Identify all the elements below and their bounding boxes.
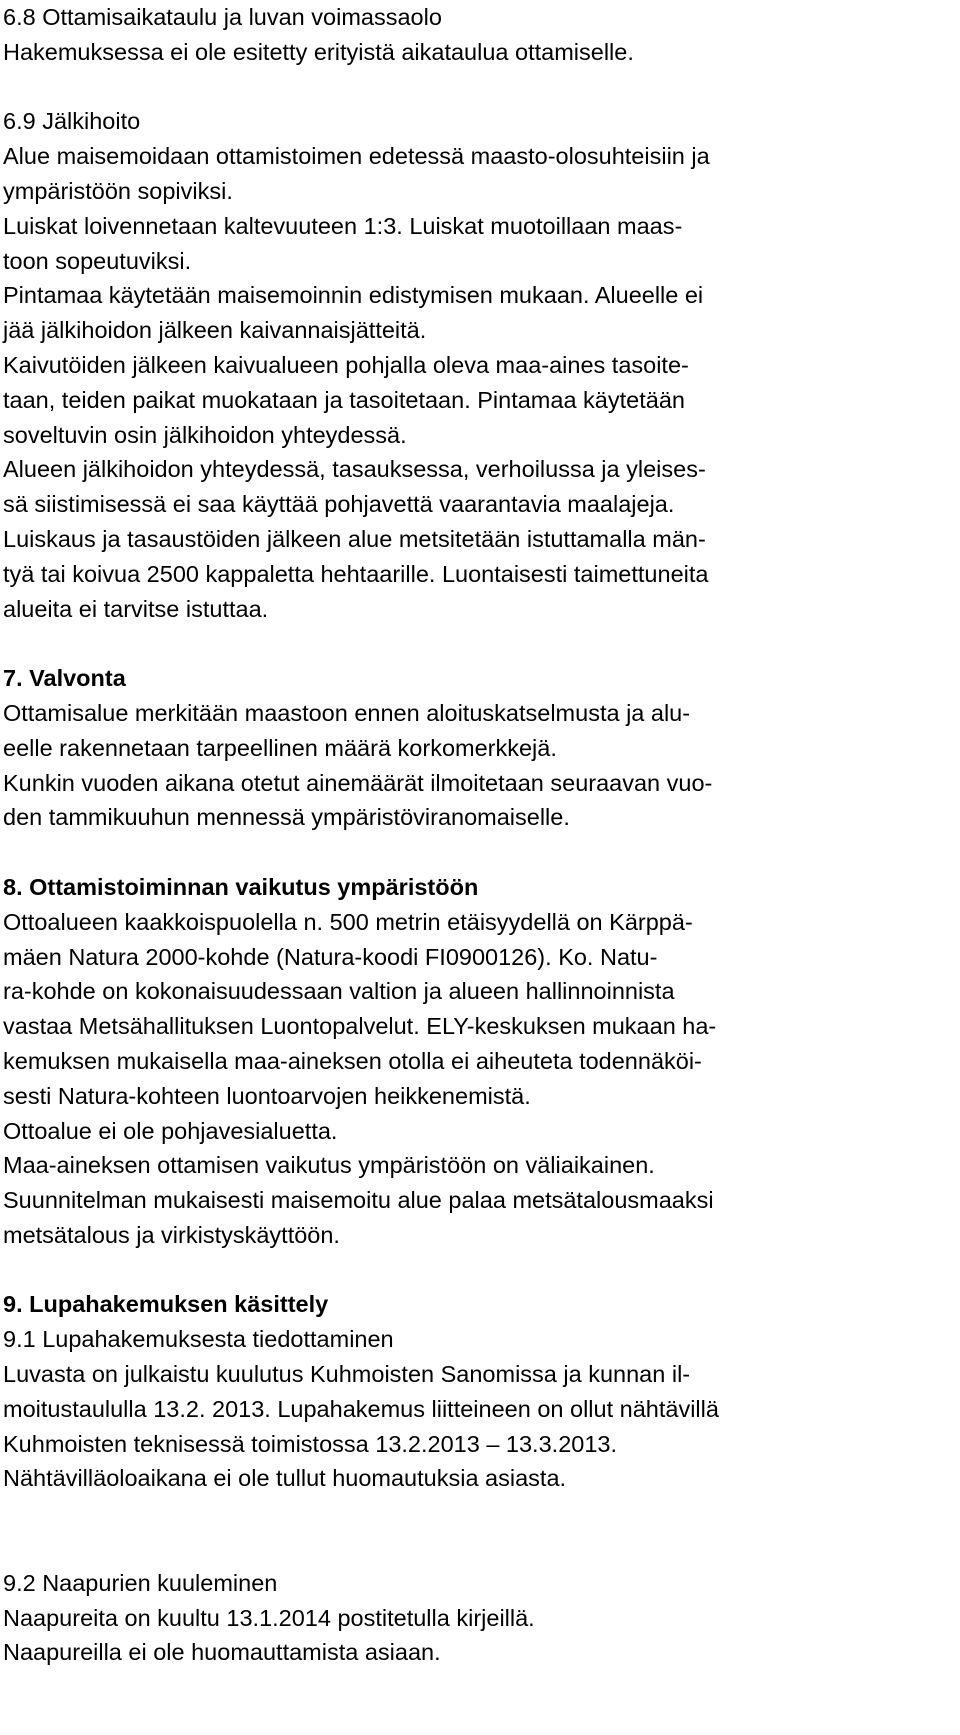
paragraph-line: tyä tai koivua 2500 kappaletta hehtaarille. Luontaisesti taimettuneita xyxy=(3,560,709,587)
paragraph-line: Nähtävilläoloaikana ei ole tullut huomautuksia asiasta. xyxy=(3,1465,567,1492)
section-6-9 xyxy=(3,104,953,626)
section-6-8 xyxy=(3,0,953,70)
paragraph-line: Ottoalue ei ole pohjavesialuetta. xyxy=(3,1117,338,1144)
spacer xyxy=(3,626,953,661)
paragraph-line: vastaa Metsähallituksen Luontopalvelut. ELY-keskuksen mukaan ha- xyxy=(3,1013,717,1040)
paragraph-line: ra-kohde on kokonaisuudessaan valtion ja alueen hallinnoinnista xyxy=(3,978,675,1005)
paragraph-line: Naapureita on kuultu 13.1.2014 postitetulla kirjeillä. xyxy=(3,1604,535,1631)
paragraph-line: taan, teiden paikat muokataan ja tasoitetaan. Pintamaa käytetään xyxy=(3,386,685,413)
paragraph-line: metsätalous ja virkistyskäyttöön. xyxy=(3,1221,340,1248)
section-heading-7: 7. Valvonta xyxy=(3,665,126,692)
paragraph-line: Ottoalueen kaakkoispuolella n. 500 metrin etäisyydellä on Kärppä- xyxy=(3,908,693,935)
section-8 xyxy=(3,870,953,1253)
document-page xyxy=(3,0,953,1670)
spacer xyxy=(3,1253,953,1288)
paragraph-line: Luvasta on julkaistu kuulutus Kuhmoisten Sanomissa ja kunnan il- xyxy=(3,1361,691,1388)
paragraph-line: Naapureilla ei ole huomauttamista asiaan. xyxy=(3,1639,441,1666)
section-9-2 xyxy=(3,1566,953,1670)
paragraph-line: den tammikuuhun mennessä ympäristöviranomaiselle. xyxy=(3,804,570,831)
paragraph-line: mäen Natura 2000-kohde (Natura-koodi FI0900126). Ko. Natu- xyxy=(3,943,658,970)
paragraph-line: Pintamaa käytetään maisemoinnin edistymisen mukaan. Alueelle ei xyxy=(3,282,704,309)
section-heading-9: 9. Lupahakemuksen käsittely xyxy=(3,1291,329,1318)
spacer xyxy=(3,1531,953,1566)
subheading-6-8: 6.8 Ottamisaikataulu ja luvan voimassaolo xyxy=(3,4,442,30)
paragraph-line: soveltuvin osin jälkihoidon yhteydessä. xyxy=(3,421,407,448)
paragraph-line: sesti Natura-kohteen luontoarvojen heikkenemistä. xyxy=(3,1082,531,1109)
spacer xyxy=(3,1496,953,1531)
paragraph-line: Alue maisemoidaan ottamistoimen edetessä maasto-olosuhteisiin ja xyxy=(3,143,710,170)
paragraph-line: Kunkin vuoden aikana otetut ainemäärät ilmoitetaan seuraavan vuo- xyxy=(3,769,713,796)
paragraph-line: Suunnitelman mukaisesti maisemoitu alue palaa metsätalousmaaksi xyxy=(3,1187,714,1214)
paragraph-line: Alueen jälkihoidon yhteydessä, tasauksessa, verhoilussa ja yleises- xyxy=(3,456,706,483)
subheading-6-9: 6.9 Jälkihoito xyxy=(3,108,141,135)
paragraph-line: toon sopeutuviksi. xyxy=(3,247,192,274)
paragraph-line: Maa-aineksen ottamisen vaikutus ympäristöön on väliaikainen. xyxy=(3,1152,655,1179)
paragraph-line: alueita ei tarvitse istuttaa. xyxy=(3,595,269,622)
paragraph-line: Luiskat loivennetaan kaltevuuteen 1:3. Luiskat muotoillaan maas- xyxy=(3,212,683,239)
paragraph-line: eelle rakennetaan tarpeellinen määrä korkomerkkejä. xyxy=(3,734,557,761)
section-7 xyxy=(3,661,953,835)
subheading-9-2: 9.2 Naapurien kuuleminen xyxy=(3,1569,278,1596)
paragraph-line: Kuhmoisten teknisessä toimistossa 13.2.2013 – 13.3.2013. xyxy=(3,1430,617,1457)
spacer xyxy=(3,70,953,105)
section-9 xyxy=(3,1287,953,1496)
section-heading-8: 8. Ottamistoiminnan vaikutus ympäristöön xyxy=(3,873,479,900)
paragraph-line: Luiskaus ja tasaustöiden jälkeen alue metsitetään istuttamalla män- xyxy=(3,525,706,552)
paragraph-line: Kaivutöiden jälkeen kaivualueen pohjalla oleva maa-aines tasoite- xyxy=(3,351,689,378)
paragraph-line: ympäristöön sopiviksi. xyxy=(3,177,233,204)
paragraph-line: kemuksen mukaisella maa-aineksen otolla ei aiheuteta todennäköi- xyxy=(3,1047,702,1074)
subheading-9-1: 9.1 Lupahakemuksesta tiedottaminen xyxy=(3,1326,394,1353)
spacer xyxy=(3,835,953,870)
paragraph-line: sä siistimisessä ei saa käyttää pohjavettä vaarantavia maalajeja. xyxy=(3,491,675,518)
paragraph-line: jää jälkihoidon jälkeen kaivannaisjätteitä. xyxy=(3,317,427,344)
paragraph-line: Hakemuksessa ei ole esitetty erityistä aikataulua ottamiselle. xyxy=(3,38,634,65)
paragraph-line: Ottamisalue merkitään maastoon ennen aloituskatselmusta ja alu- xyxy=(3,699,691,726)
paragraph-line: moitustaululla 13.2. 2013. Lupahakemus liitteineen on ollut nähtävillä xyxy=(3,1395,719,1422)
